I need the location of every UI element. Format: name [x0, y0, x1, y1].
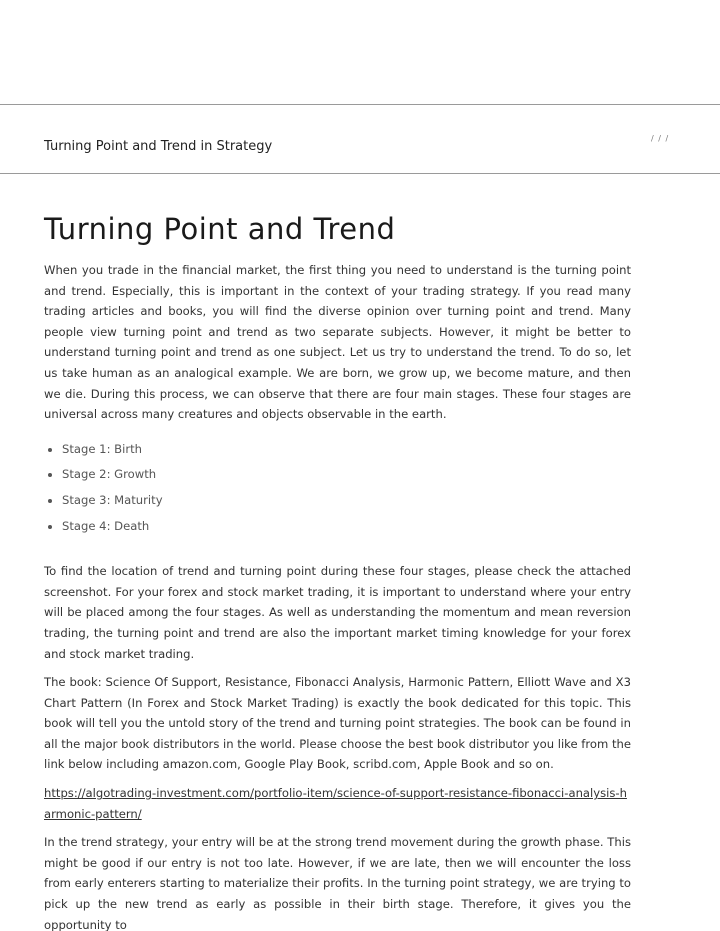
- stages-list: [44, 437, 631, 539]
- link-paragraph: [44, 783, 631, 824]
- book-link[interactable]: https://algotrading-investment.com/portfolio-item/science-of-support-resistance-fibonacci-analysis-harmonic-pattern/: [44, 786, 627, 821]
- article-heading: Turning Point and Trend: [44, 212, 396, 246]
- strategy-paragraph: In the trend strategy, your entry will be at the strong trend movement during the growth phase. This might be good if our entry is not too late. However, if we are late, then we will encounter the loss from early enterers starting to materialize their profits. In the turning point strategy, we are trying to pick up the new trend as early as possible in their birth stage. Therefore, it gives you the opportunity to: [44, 835, 631, 931]
- article-body: [44, 210, 631, 931]
- intro-paragraph: When you trade in the financial market, the first thing you need to understand is the turning point and trend. Especially, this is important in the context of your trading strategy. If you read many trading articles and books, you will find the diverse opinion over turning point and trend. Many people view turning point and trend as two separate subjects. However, it might be better to understand turning point and trend as one subject. Let us try to understand the trend. To do so, let us take human as an analogical example. We are born, we grow up, we become mature, and then we die. During this process, we can observe that there are four main stages. These four stages are universal across many creatures and objects observable in the earth.: [44, 263, 631, 422]
- header-bottom-divider: [0, 173, 720, 174]
- list-item: • Stage 3: Maturity: [62, 488, 631, 514]
- list-item: • Stage 4: Death: [62, 514, 631, 540]
- list-item: • Stage 1: Birth: [62, 437, 631, 463]
- page-marker: / / /: [651, 134, 670, 143]
- stages-paragraph: To find the location of trend and turning point during these four stages, please check the attached screenshot. For your forex and stock market trading, it is important to understand where your entry will be placed among the four stages. As well as understanding the momentum and mean reversion trading, the turning point and trend are also the important market timing knowledge for your forex and stock market trading.: [44, 564, 631, 661]
- book-paragraph: The book: Science Of Support, Resistance, Fibonacci Analysis, Harmonic Pattern, Elliott Wave and X3 Chart Pattern (In Forex and Stock Market Trading) is exactly the book dedicated for this topic. This book will tell you the untold story of the trend and turning point strategies. The book can be found in all the major book distributors in the world. Please choose the best book distributor you like from the link below including amazon.com, Google Play Book, scribd.com, Apple Book and so on.: [44, 675, 631, 772]
- header-top-divider: [0, 104, 720, 105]
- section-title: Turning Point and Trend in Strategy: [44, 139, 273, 154]
- list-item: • Stage 2: Growth: [62, 462, 631, 488]
